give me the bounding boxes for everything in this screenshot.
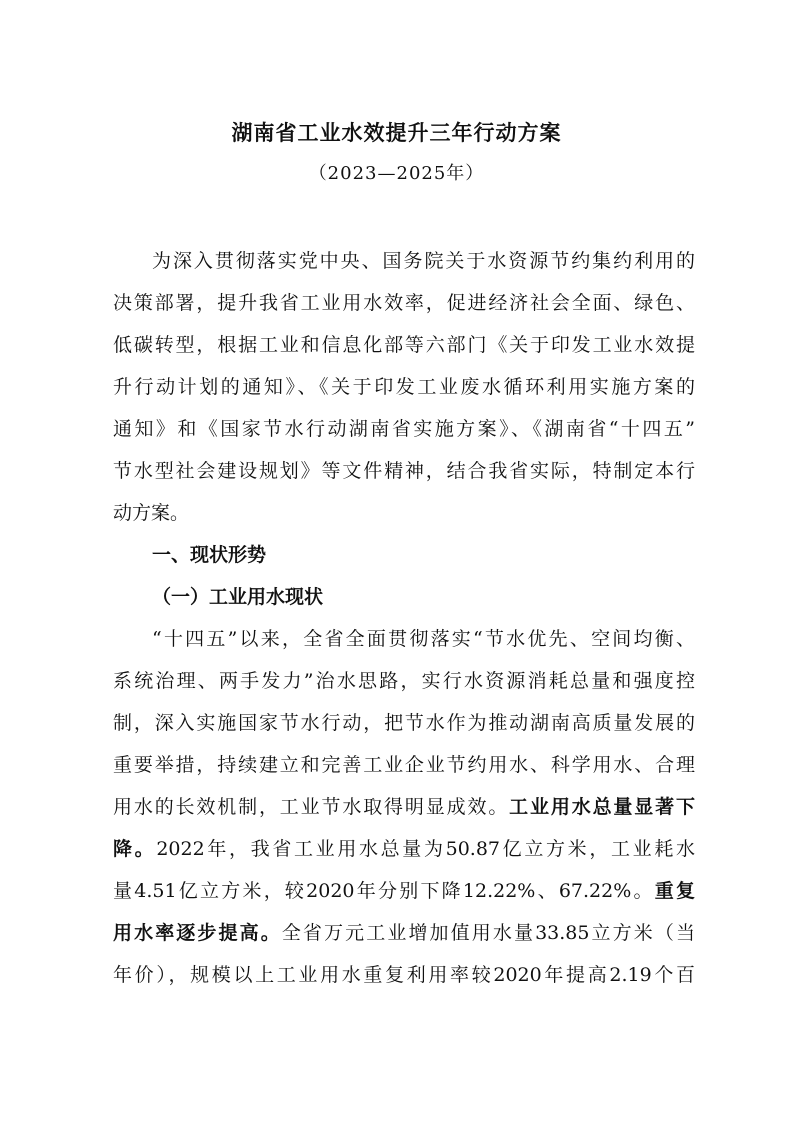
intro-line: 决策部署，提升我省工业用水效率，促进经济社会全面、绿色、 bbox=[113, 292, 695, 314]
subsection-heading: （一）工业用水现状 bbox=[152, 586, 324, 608]
body-line: 制，深入实施国家节水行动，把节水作为推动湖南高质量发展的 bbox=[113, 712, 695, 734]
intro-line: 通知》和《国家节水行动湖南省实施方案》、《湖南省“十四五” bbox=[113, 418, 695, 440]
body-text: 用水的长效机制，工业节水取得明显成效。 bbox=[113, 796, 510, 818]
body-line: 年价），规模以上工业用水重复利用率较2020年提高2.19个百 bbox=[113, 964, 695, 986]
bold-highlight: 重复 bbox=[654, 880, 695, 902]
intro-line: 动方案。 bbox=[113, 502, 190, 524]
document-title: 湖南省工业水效提升三年行动方案 bbox=[231, 120, 562, 145]
body-line-mixed bbox=[113, 829, 695, 870]
section-heading: 一、现状形势 bbox=[152, 544, 267, 566]
intro-line: 低碳转型，根据工业和信息化部等六部门《关于印发工业水效提 bbox=[113, 334, 695, 356]
intro-line: 升行动计划的通知》、《关于印发工业废水循环利用实施方案的 bbox=[113, 376, 695, 398]
body-line-mixed bbox=[113, 871, 695, 912]
body-line-mixed bbox=[113, 787, 695, 828]
body-line: “十四五”以来，全省全面贯彻落实“节水优先、空间均衡、 bbox=[152, 628, 695, 650]
bold-highlight: 降。 bbox=[113, 838, 157, 860]
intro-line: 节水型社会建设规划》等文件精神，结合我省实际，特制定本行 bbox=[113, 460, 695, 482]
body-line: 系统治理、两手发力”治水思路，实行水资源消耗总量和强度控 bbox=[113, 670, 695, 692]
body-line: 重要举措，持续建立和完善工业企业节约用水、科学用水、合理 bbox=[113, 754, 695, 776]
body-text: 全省万元工业增加值用水量33.85立方米（当 bbox=[281, 922, 695, 944]
body-text: 2022年，我省工业用水总量为50.87亿立方米，工业耗水 bbox=[156, 838, 695, 860]
body-text: 量4.51亿立方米，较2020年分别下降12.22%、67.22%。 bbox=[113, 880, 655, 902]
bold-highlight: 工业用水总量显著下 bbox=[509, 796, 695, 818]
bold-highlight: 用水率逐步提高。 bbox=[113, 922, 282, 944]
intro-line: 为深入贯彻落实党中央、国务院关于水资源节约集约利用的 bbox=[152, 250, 695, 272]
body-line-mixed bbox=[113, 913, 695, 954]
document-subtitle: （2023—2025年） bbox=[308, 163, 485, 184]
